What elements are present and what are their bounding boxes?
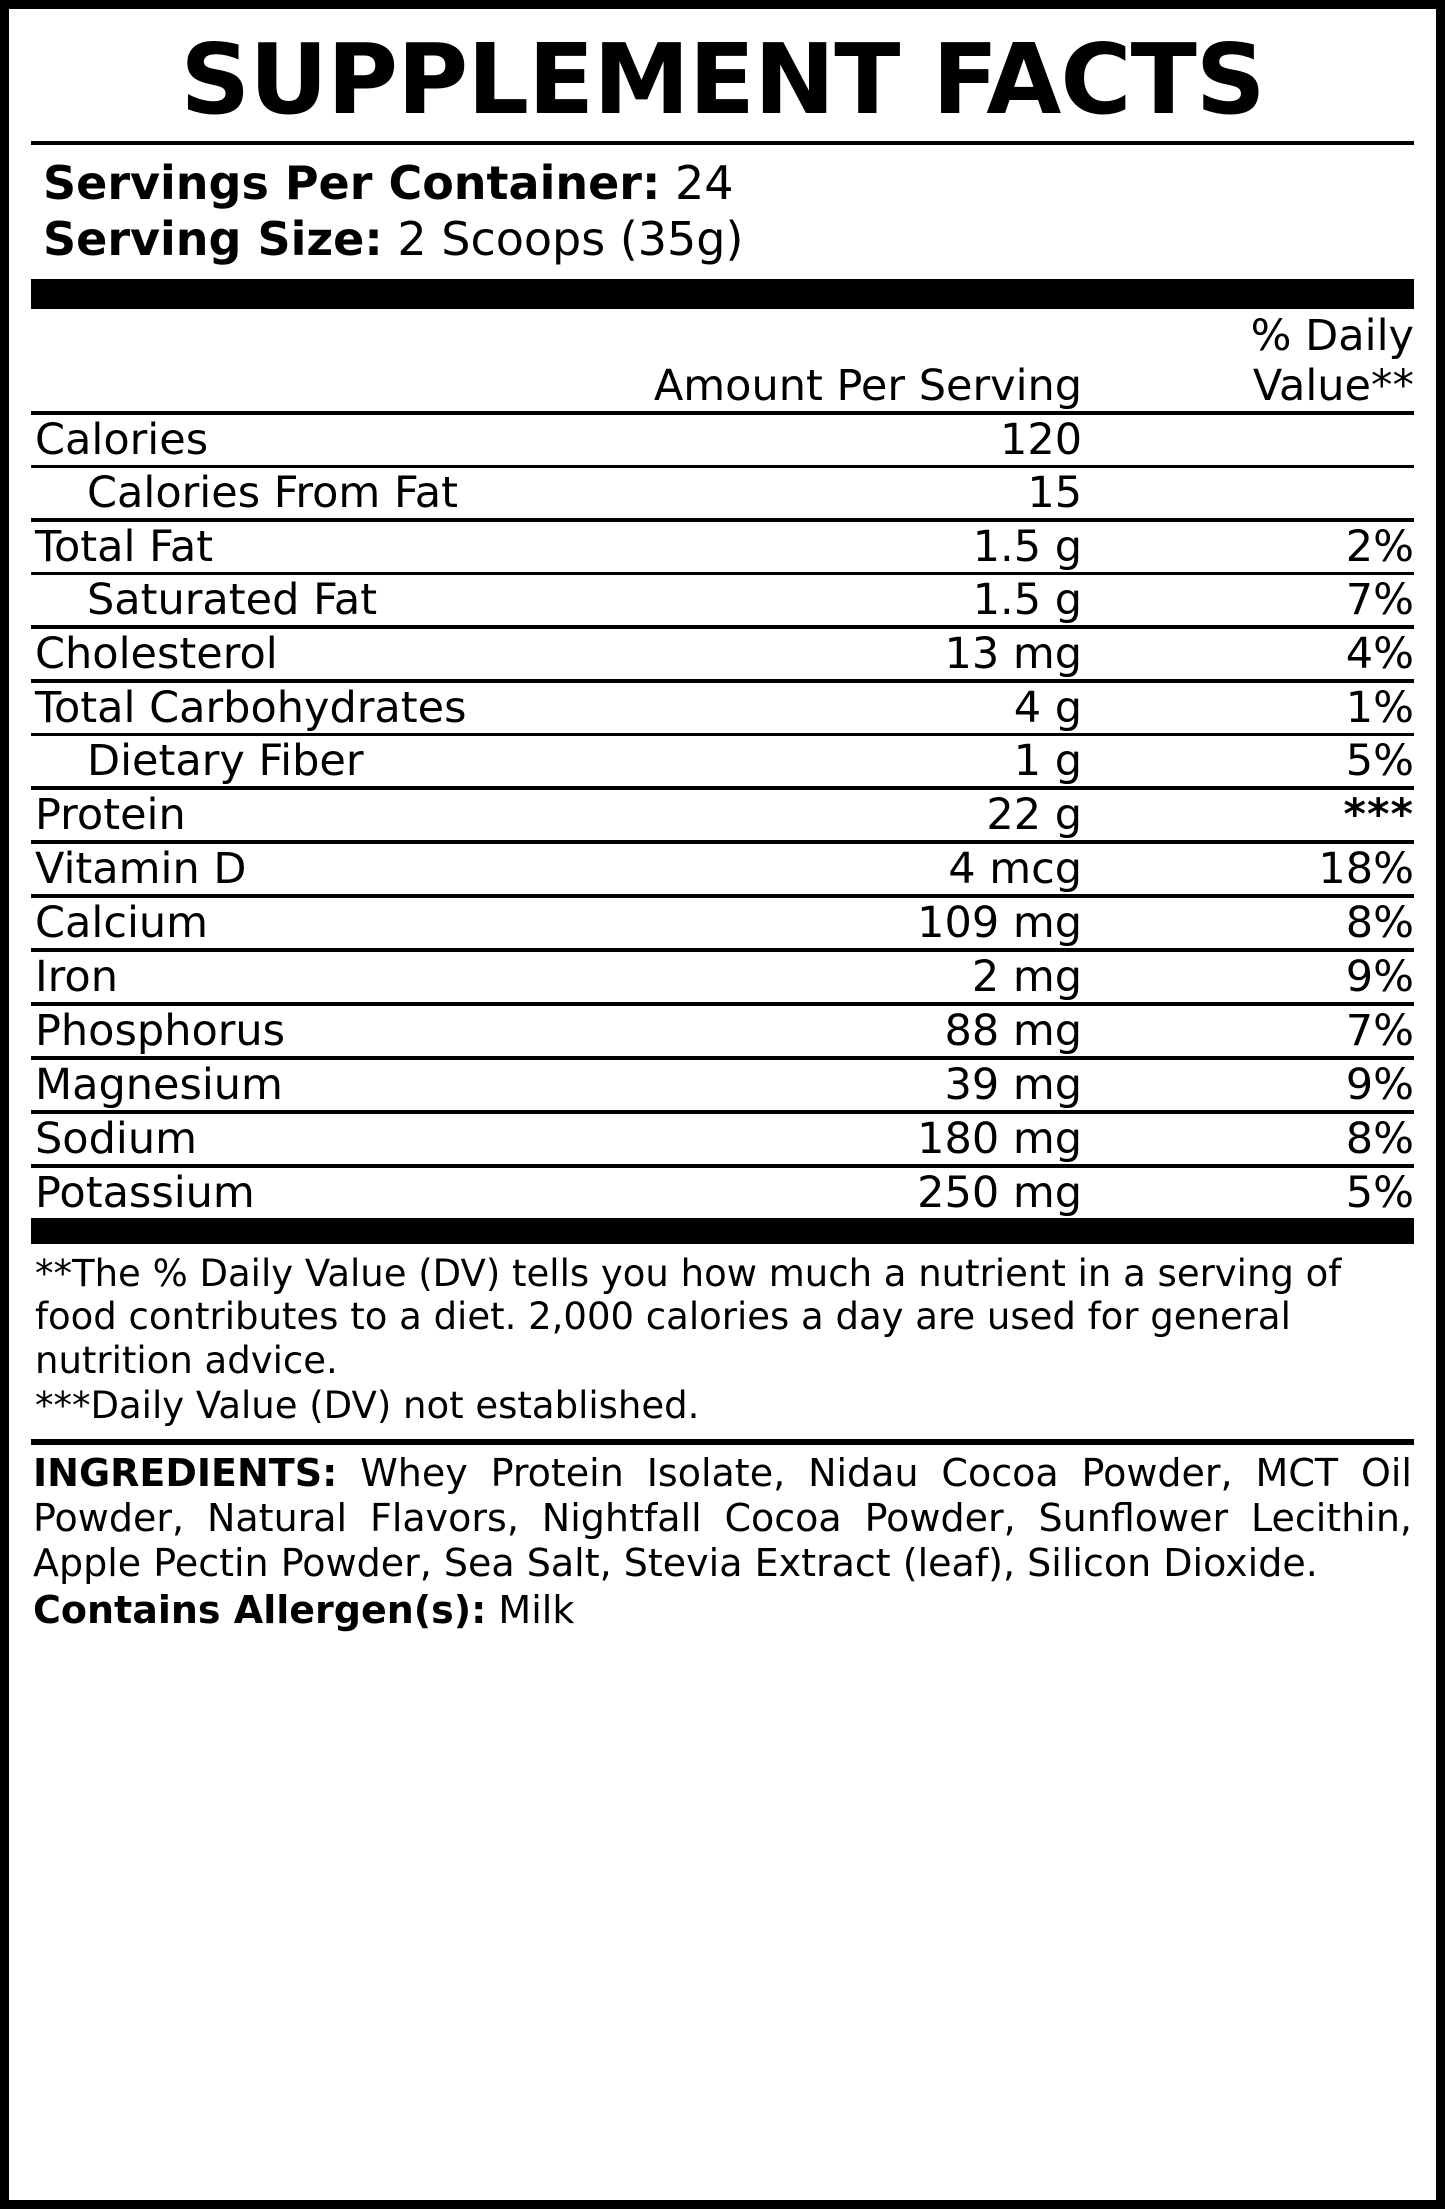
- allergens-section: [31, 1586, 1414, 1634]
- nutrient-name: Calcium: [31, 896, 584, 950]
- header-daily-value: % Daily Value**: [1250, 311, 1414, 412]
- table-row: [31, 413, 1414, 467]
- servings-per-container-line: [43, 155, 1414, 211]
- allergens-label: Contains Allergen(s):: [33, 1587, 487, 1632]
- nutrient-amount: 88 mg: [584, 1004, 1082, 1058]
- nutrient-amount: 180 mg: [584, 1112, 1082, 1166]
- table-row: [31, 788, 1414, 842]
- nutrient-dv: 7%: [1082, 574, 1414, 628]
- servings-per-container-value: 24: [675, 155, 734, 210]
- nutrient-dv: 9%: [1082, 950, 1414, 1004]
- header-amount-per-serving: Amount Per Serving: [653, 361, 1083, 412]
- table-row: [31, 681, 1414, 735]
- nutrient-amount: 109 mg: [584, 896, 1082, 950]
- nutrient-dv: 8%: [1082, 1112, 1414, 1166]
- nutrient-name: Calories From Fat: [31, 467, 584, 521]
- nutrient-dv: ***: [1082, 788, 1414, 842]
- nutrient-dv: 5%: [1082, 1166, 1414, 1218]
- table-row: [31, 896, 1414, 950]
- nutrient-dv: 7%: [1082, 1004, 1414, 1058]
- table-row: [31, 467, 1414, 521]
- heavy-divider-top: [31, 279, 1414, 309]
- nutrient-dv: 1%: [1082, 681, 1414, 735]
- nutrient-amount: 39 mg: [584, 1058, 1082, 1112]
- nutrient-name: Phosphorus: [31, 1004, 584, 1058]
- nutrient-name: Total Fat: [31, 520, 584, 574]
- nutrient-dv: [1082, 413, 1414, 467]
- table-row: [31, 842, 1414, 896]
- title-divider: [31, 141, 1414, 145]
- table-row: [31, 1058, 1414, 1112]
- nutrient-dv: 8%: [1082, 896, 1414, 950]
- page-title: SUPPLEMENT FACTS: [180, 23, 1265, 136]
- table-header-row: [31, 311, 1414, 413]
- nutrient-amount: 2 mg: [584, 950, 1082, 1004]
- ingredients-text: Whey Protein Isolate, Nidau Cocoa Powder, MCT Oil Powder, Natural Flavors, Nightfall Cocoa Powder, Sunflower Lecithin, Apple Pectin Powder, Sea Salt, Stevia Extract (leaf), Silicon Dioxide.: [33, 1451, 1412, 1585]
- nutrient-amount: 4 mcg: [584, 842, 1082, 896]
- ingredients-label: INGREDIENTS:: [33, 1451, 338, 1496]
- nutrient-amount: 1.5 g: [584, 520, 1082, 574]
- nutrient-amount: 4 g: [584, 681, 1082, 735]
- allergens-text: Milk: [498, 1587, 575, 1632]
- nutrient-name: Sodium: [31, 1112, 584, 1166]
- serving-size-label: Serving Size:: [43, 211, 383, 266]
- nutrient-amount: 1.5 g: [584, 574, 1082, 628]
- header-blank: [31, 311, 584, 413]
- nutrient-name: Vitamin D: [31, 842, 584, 896]
- table-row: [31, 950, 1414, 1004]
- nutrient-dv: 2%: [1082, 520, 1414, 574]
- table-row: [31, 1166, 1414, 1218]
- nutrient-name: Calories: [31, 413, 584, 467]
- nutrient-amount: 13 mg: [584, 627, 1082, 681]
- nutrient-dv: 18%: [1082, 842, 1414, 896]
- table-row: [31, 627, 1414, 681]
- nutrient-name: Potassium: [31, 1166, 584, 1218]
- footnotes: [31, 1244, 1414, 1427]
- table-row: [31, 574, 1414, 628]
- nutrient-name: Total Carbohydrates: [31, 681, 584, 735]
- table-row: [31, 520, 1414, 574]
- nutrient-dv: 9%: [1082, 1058, 1414, 1112]
- serving-size-line: [43, 211, 1414, 267]
- nutrient-dv: 5%: [1082, 735, 1414, 789]
- servings-per-container-label: Servings Per Container:: [43, 155, 661, 210]
- nutrient-name: Magnesium: [31, 1058, 584, 1112]
- nutrient-name: Cholesterol: [31, 627, 584, 681]
- nutrition-table-body: [31, 311, 1414, 1218]
- nutrient-name: Protein: [31, 788, 584, 842]
- nutrient-amount: 1 g: [584, 735, 1082, 789]
- footnote-not-established: ***Daily Value (DV) not established.: [35, 1383, 700, 1427]
- nutrient-dv: 4%: [1082, 627, 1414, 681]
- nutrient-name: Saturated Fat: [31, 574, 584, 628]
- footnote-daily-value: **The % Daily Value (DV) tells you how much a nutrient in a serving of food contributes to a diet. 2,000 calories a day are used for general nutrition advice.: [35, 1252, 1342, 1382]
- heavy-divider-bottom: [31, 1218, 1414, 1244]
- nutrient-dv: [1082, 467, 1414, 521]
- nutrient-name: Dietary Fiber: [31, 735, 584, 789]
- nutrient-amount: 22 g: [584, 788, 1082, 842]
- servings-info: [31, 153, 1414, 267]
- table-row: [31, 1004, 1414, 1058]
- serving-size-value: 2 Scoops (35g): [397, 211, 744, 266]
- nutrient-amount: 250 mg: [584, 1166, 1082, 1218]
- table-row: [31, 735, 1414, 789]
- nutrient-amount: 15: [584, 467, 1082, 521]
- nutrient-name: Iron: [31, 950, 584, 1004]
- table-row: [31, 1112, 1414, 1166]
- ingredients-section: [31, 1451, 1414, 1585]
- nutrient-amount: 120: [584, 413, 1082, 467]
- ingredients-divider: [31, 1439, 1414, 1445]
- nutrition-table: [31, 311, 1414, 1218]
